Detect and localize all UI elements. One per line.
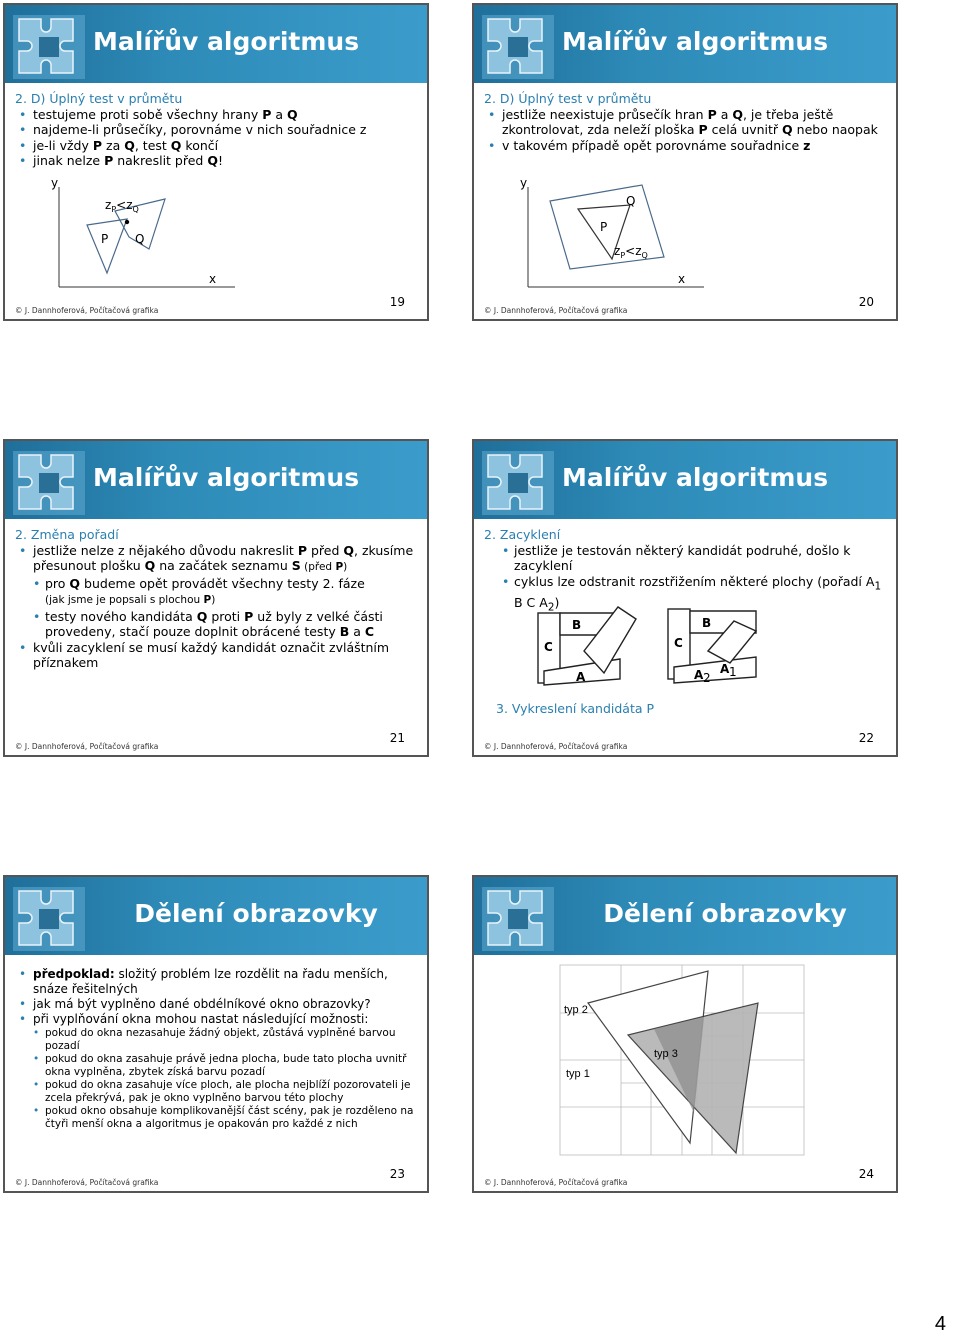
slide-body xyxy=(484,91,888,153)
bullet: • jestliže nelze z nějakého důvodu nakreslit P před Q, zkusíme přesunout plošku Q na začátek seznamu S (před P) xyxy=(15,543,419,576)
footer: © J. Dannhoferová, Počítačová grafika xyxy=(15,742,159,751)
slide-title: Malířův algoritmus xyxy=(93,463,360,492)
slide-header xyxy=(5,441,427,519)
label-typ2: typ 2 xyxy=(564,1004,588,1016)
label-zp: $z_P<z_Q$ xyxy=(614,244,648,260)
footer: © J. Dannhoferová, Počítačová grafika xyxy=(484,306,628,315)
sub-bullet: • pokud do okna zasahuje více ploch, ale plocha nejblíží pozorovateli je zcela překrývá, pak je okno vyplněno barvou této plochy xyxy=(15,1079,419,1105)
footer: © J. Dannhoferová, Počítačová grafika xyxy=(15,1178,159,1187)
sub-bullet: • pokud do okna zasahuje právě jedna plocha, bude tato plocha uvnitř okna vyplněna, zbytek získá barvu pozadí xyxy=(15,1053,419,1079)
page-number: 4 xyxy=(934,1313,946,1335)
slide-header xyxy=(474,5,896,83)
puzzle-logo-icon xyxy=(9,445,89,519)
slide-number: 19 xyxy=(389,295,405,309)
sub-bullet: • pokud okno obsahuje komplikovanější část scény, pak je rozděleno na čtyři menší okna a algoritmus je opakován pro každé z nich xyxy=(15,1105,419,1131)
bullet: • najdeme-li průsečíky, porovnáme v nich souřadnice z xyxy=(15,122,419,138)
footer: © J. Dannhoferová, Počítačová grafika xyxy=(15,306,159,315)
puzzle-logo-icon xyxy=(9,9,89,83)
slide-header xyxy=(474,441,896,519)
projection-figure xyxy=(514,175,714,295)
section-heading: 2. D) Úplný test v průmětu xyxy=(15,91,183,106)
y-axis-label: y xyxy=(520,176,528,190)
y-axis-label: y xyxy=(51,176,59,190)
slide-number: 24 xyxy=(858,1167,874,1181)
cycle-figure xyxy=(524,601,824,691)
label-p: P xyxy=(101,232,109,246)
slide-header xyxy=(5,5,427,83)
bullet: • jestliže neexistuje průsečík hran P a Q, je třeba ještě zkontrolovat, zda neleží ploška P celá uvnitř Q nebo naopak xyxy=(484,107,888,138)
slide-number: 22 xyxy=(858,731,874,745)
slide-21 xyxy=(3,439,429,757)
projection-figure xyxy=(45,175,245,295)
slide-body xyxy=(15,527,419,671)
polygon-p xyxy=(87,219,127,273)
bullet: • v takovém případě opět porovnáme souřadnice z xyxy=(484,138,888,154)
svg-text:A: A xyxy=(576,670,586,684)
x-axis-label: x xyxy=(209,272,217,286)
slide-number: 20 xyxy=(858,295,874,309)
svg-text:A: A xyxy=(720,662,730,676)
svg-text:A: A xyxy=(694,668,704,682)
footer: © J. Dannhoferová, Počítačová grafika xyxy=(484,1178,628,1187)
slide-title: Malířův algoritmus xyxy=(562,27,829,56)
bullet: • předpoklad: složitý problém lze rozdělit na řadu menších, snáze řešitelných xyxy=(15,967,419,997)
intersection-point xyxy=(125,220,129,224)
slide-title: Dělení obrazovky xyxy=(603,899,847,928)
slide-number: 23 xyxy=(389,1167,405,1181)
label-zp: $z_P<z_Q$ xyxy=(105,198,139,214)
section-heading: 2. Změna pořadí xyxy=(15,527,119,542)
slide-title: Malířův algoritmus xyxy=(93,27,360,56)
svg-text:1: 1 xyxy=(729,665,737,679)
svg-text:2: 2 xyxy=(703,671,711,685)
label-typ3: typ 3 xyxy=(654,1048,678,1060)
bullet: • při vyplňování okna mohou nastat následující možnosti: xyxy=(15,1012,419,1027)
slide-19 xyxy=(3,3,429,321)
slide-title: Dělení obrazovky xyxy=(134,899,378,928)
label-q: Q xyxy=(135,232,145,246)
slide-header xyxy=(474,877,896,955)
bullet: • jinak nelze P nakreslit před Q! xyxy=(15,153,419,169)
sub-bullet: • jestliže je testován některý kandidát podruhé, došlo k zacyklení xyxy=(484,543,888,574)
label-q: Q xyxy=(626,194,636,208)
section-heading: 2. Zacyklení xyxy=(484,527,561,542)
label-p: P xyxy=(600,220,608,234)
slide-number: 21 xyxy=(389,731,405,745)
slide-24 xyxy=(472,875,898,1193)
puzzle-logo-icon xyxy=(478,445,558,519)
puzzle-logo-icon xyxy=(478,881,558,955)
sub-bullet: • pro Q budeme opět provádět všechny testy 2. fáze (jak jsme je popsali s plochou P) xyxy=(15,576,419,609)
slide-title: Malířův algoritmus xyxy=(562,463,829,492)
sub-bullet: • pokud do okna nezasahuje žádný objekt, zůstává vyplněné barvou pozadí xyxy=(15,1027,419,1053)
svg-text:C: C xyxy=(674,636,683,650)
section-heading-2: 3. Vykreslení kandidáta P xyxy=(496,701,655,716)
svg-text:C: C xyxy=(544,640,553,654)
slide-22 xyxy=(472,439,898,757)
bullet: • testujeme proti sobě všechny hrany P a Q xyxy=(15,107,419,123)
footer: © J. Dannhoferová, Počítačová grafika xyxy=(484,742,628,751)
section-heading: 2. D) Úplný test v průmětu xyxy=(484,91,652,106)
subdivision-figure xyxy=(558,963,808,1159)
sub-bullet: • testy nového kandidáta Q proti P už byly z velké části provedeny, stačí pouze doplnit obrácené testy B a C xyxy=(15,609,419,640)
bullet: • kvůli zacyklení se musí každý kandidát označit zvláštním příznakem xyxy=(15,640,419,671)
bullet: • jak má být vyplněno dané obdélníkové okno obrazovky? xyxy=(15,997,419,1012)
puzzle-logo-icon xyxy=(9,881,89,955)
slide-20 xyxy=(472,3,898,321)
puzzle-logo-icon xyxy=(478,9,558,83)
bullet: • je-li vždy P za Q, test Q končí xyxy=(15,138,419,154)
slide-header xyxy=(5,877,427,955)
slide-23 xyxy=(3,875,429,1193)
sub-bullet: • cyklus lze odstranit rozstřižením některé plochy (pořadí $A_1$ B C $A_2$) xyxy=(484,574,888,616)
svg-text:B: B xyxy=(702,616,712,630)
slide-body xyxy=(15,91,419,169)
slide-body xyxy=(15,967,419,1131)
x-axis-label: x xyxy=(678,272,686,286)
label-typ1: typ 1 xyxy=(566,1068,590,1080)
svg-text:B: B xyxy=(572,618,582,632)
